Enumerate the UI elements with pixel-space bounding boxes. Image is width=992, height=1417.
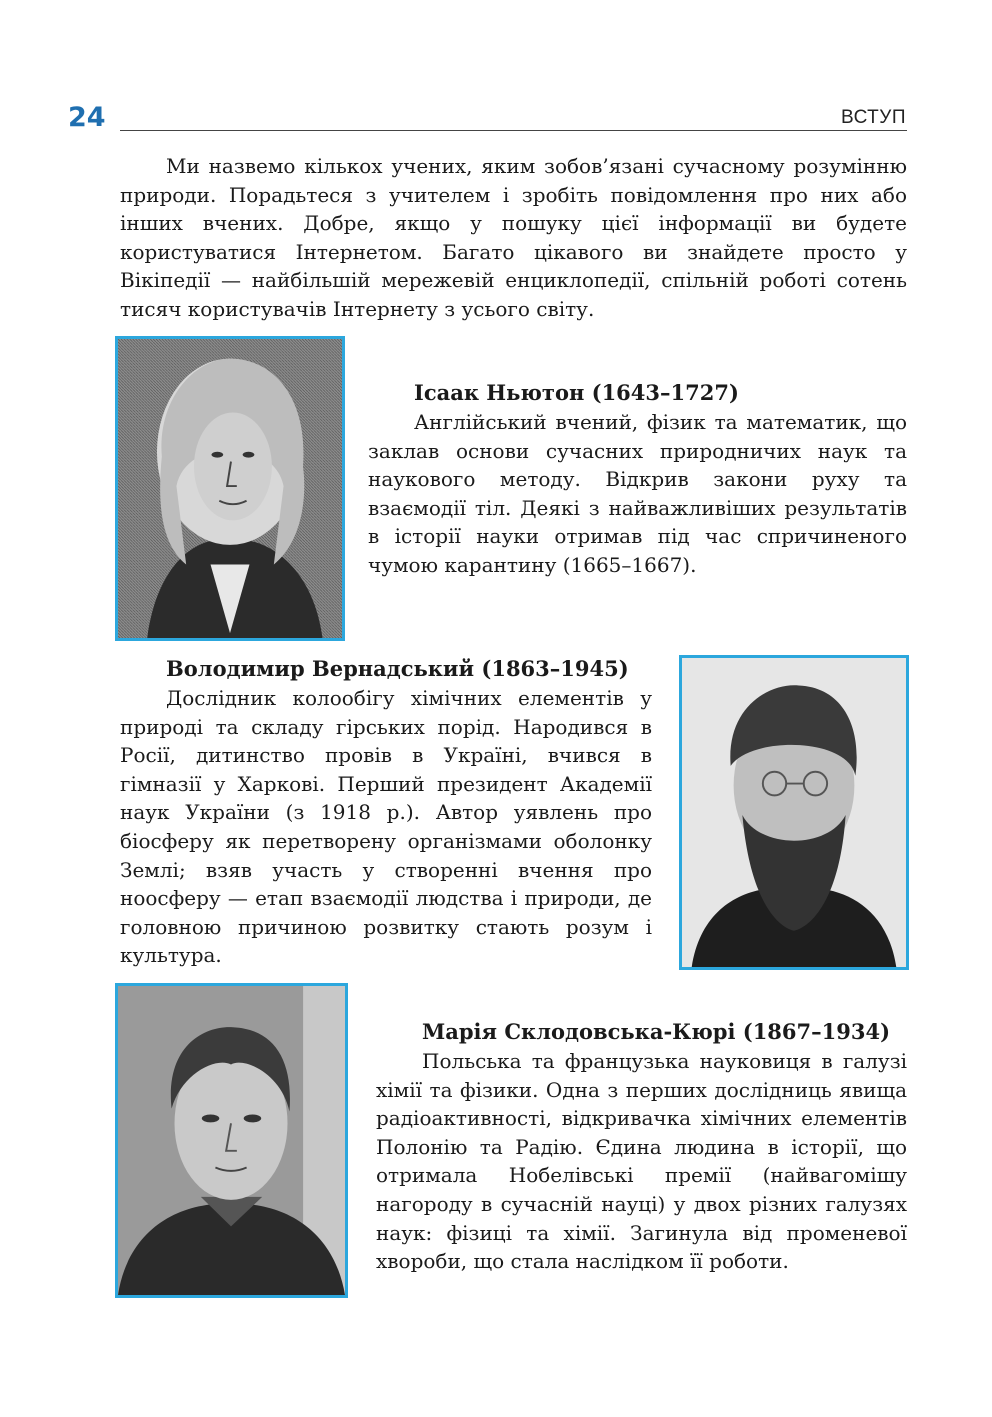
page-number: 24 (68, 102, 106, 133)
curie-portrait (115, 983, 348, 1298)
curie-name: Марія Склодовська-Кюрі (1867–1934) (422, 1019, 891, 1044)
newton-name: Ісаак Ньютон (1643–1727) (414, 380, 739, 405)
newton-bio (368, 378, 907, 580)
vernadsky-portrait (679, 655, 909, 970)
newton-text: Англійський вчений, фізик та математик, що заклав основи сучасних природничих наук та наукового методу. Відкрив закони руху та взаємодії тіл. Деякі з найважливіших результатів в історії науки отримав під час спричиненого чумою карантину (1665–1667). (368, 410, 907, 577)
curie-bio (376, 1017, 907, 1276)
header-rule (120, 130, 907, 131)
curie-text: Польська та французька науковиця в галузі хімії та фізики. Одна з перших дослідниць явища радіоактивності, відкривачка хімічних елементів Полонію та Радію. Єдина людина в історії, що отримала Нобелівські премії (найвагомішу нагороду в сучасній науці) у двох різних галузях наук: фізиці та хімії. Загинула від променевої хвороби, що стала наслідком її роботи. (376, 1049, 907, 1274)
vernadsky-bio (120, 654, 652, 970)
intro-paragraph-block (120, 152, 907, 324)
newton-portrait (115, 336, 345, 641)
intro-paragraph: Ми назвемо кількох учених, яким зобов’язані сучасному розумінню природи. Порадьтеся з учителем і зробіть повідомлення про них або інших вчених. Добре, якщо у пошуку цієї інформації ви будете користуватися Інтернетом. Багато цікавого ви знайдете просто у Вікіпедії — найбільшій мережевій енциклопедії, спільній роботі сотень тисяч користувачів Інтернету з усього світу. (120, 154, 907, 321)
section-title: ВСТУП (841, 107, 906, 128)
vernadsky-name: Володимир Вернадський (1863–1945) (166, 656, 629, 681)
vernadsky-text: Дослідник колообігу хімічних елементів у природі та складу гірських порід. Народився в Росії, дитинство провів в Україні, вчився в гімназії у Харкові. Перший президент Академії наук України (з 1918 р.). Автор уявлень про біосферу як перетворену організмами оболонку Землі; взяв участь у створенні вчення про ноосферу — етап взаємодії людства і природи, де головною причиною розвитку стають розум і культура. (120, 686, 652, 968)
